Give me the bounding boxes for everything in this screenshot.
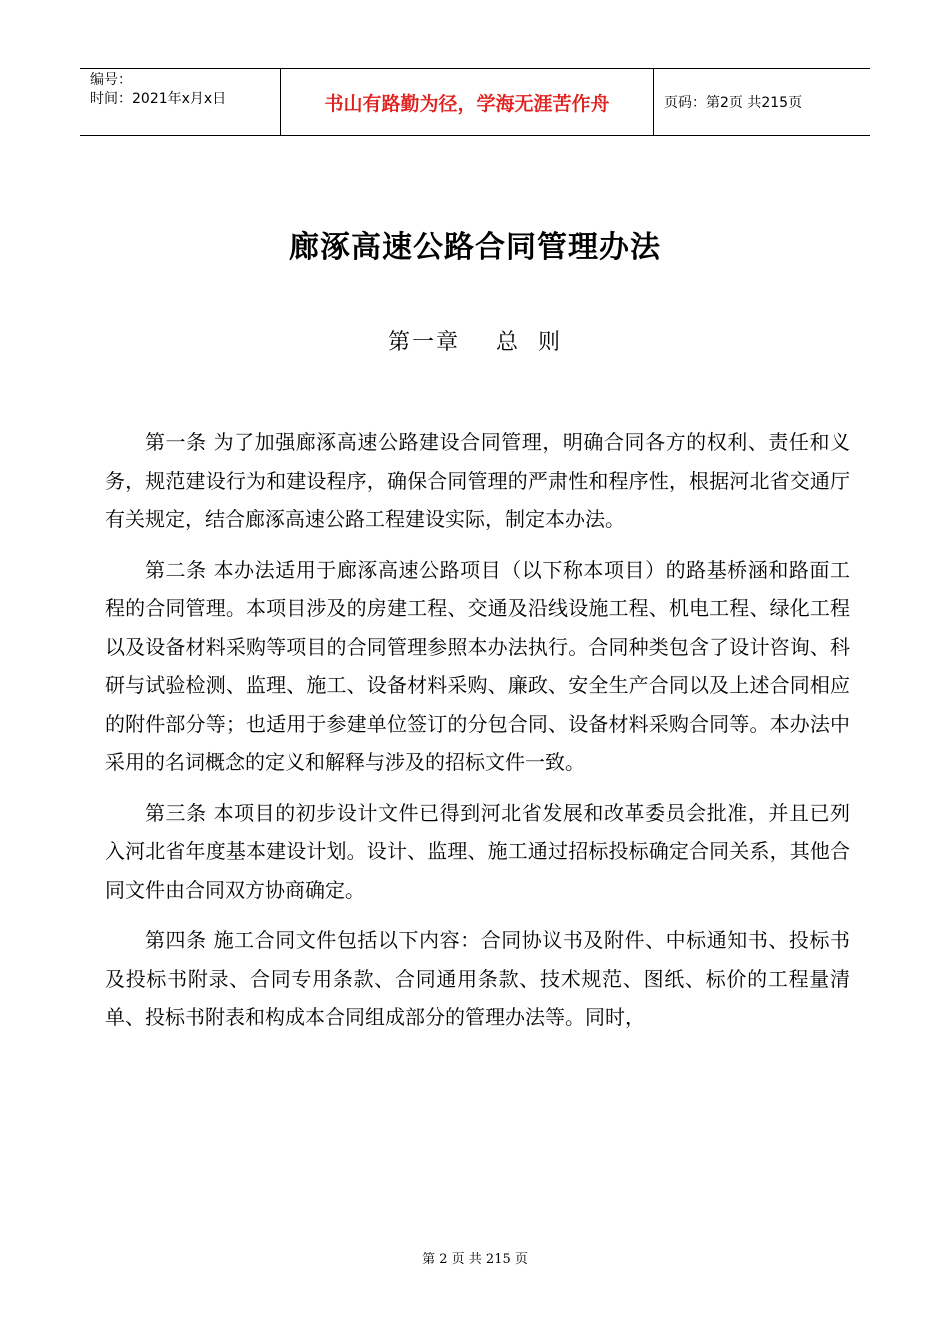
article-3	[105, 794, 850, 910]
article-text: 本项目的初步设计文件已得到河北省发展和改革委员会批准，并且已列入河北省年度基本建设计划。设计、监理、施工通过招标投标确定合同关系，其他合同文件由合同双方协商确定。	[105, 800, 851, 902]
header-page-info: 页码：第2页 共215页	[664, 95, 803, 111]
document-time-label: 时间：2021年x月x日	[90, 91, 227, 107]
document-body	[105, 423, 850, 1049]
article-number: 第二条	[145, 557, 207, 582]
article-1	[105, 423, 850, 539]
article-number: 第一条	[145, 430, 207, 454]
article-text: 本办法适用于廊涿高速公路项目（以下称本项目）的路基桥涵和路面工程的合同管理。本项目涉及的房建工程、交通及沿线设施工程、机电工程、绿化工程以及设备材料采购等项目的合同管理参照本办法执行。合同种类包含了设计咨询、科研与试验检测、监理、施工、设备材料采购、廉政、安全生产合同以及上述合同相应的附件部分等；也适用于参建单位签订的分包合同、设备材料采购合同等。本办法中采用的名词概念的定义和解释与涉及的招标文件一致。	[105, 557, 851, 774]
page-header	[80, 68, 870, 136]
chapter-heading: 第一章 总 则	[388, 330, 562, 355]
article-text: 为了加强廊涿高速公路建设合同管理，明确合同各方的权利、责任和义务，规范建设行为和建设程序，确保合同管理的严肃性和程序性，根据河北省交通厅有关规定，结合廊涿高速公路工程建设实际，制定本办法。	[105, 430, 851, 531]
article-text: 施工合同文件包括以下内容：合同协议书及附件、中标通知书、投标书及投标书附录、合同专用条款、合同通用条款、技术规范、图纸、标价的工程量清单、投标书附表和构成本合同组成部分的管理办法等。同时，	[105, 928, 851, 1029]
document-number-label: 编号：	[90, 72, 132, 88]
article-4	[105, 921, 850, 1037]
page-footer: 第 2 页 共 215 页	[422, 1252, 528, 1267]
article-number: 第三条	[145, 800, 207, 825]
article-2	[105, 551, 850, 782]
document-title: 廊涿高速公路合同管理办法	[289, 230, 661, 265]
header-meta	[80, 69, 281, 135]
article-number: 第四条	[145, 928, 207, 952]
header-motto: 书山有路勤为径，学海无涯苦作舟	[281, 69, 654, 135]
